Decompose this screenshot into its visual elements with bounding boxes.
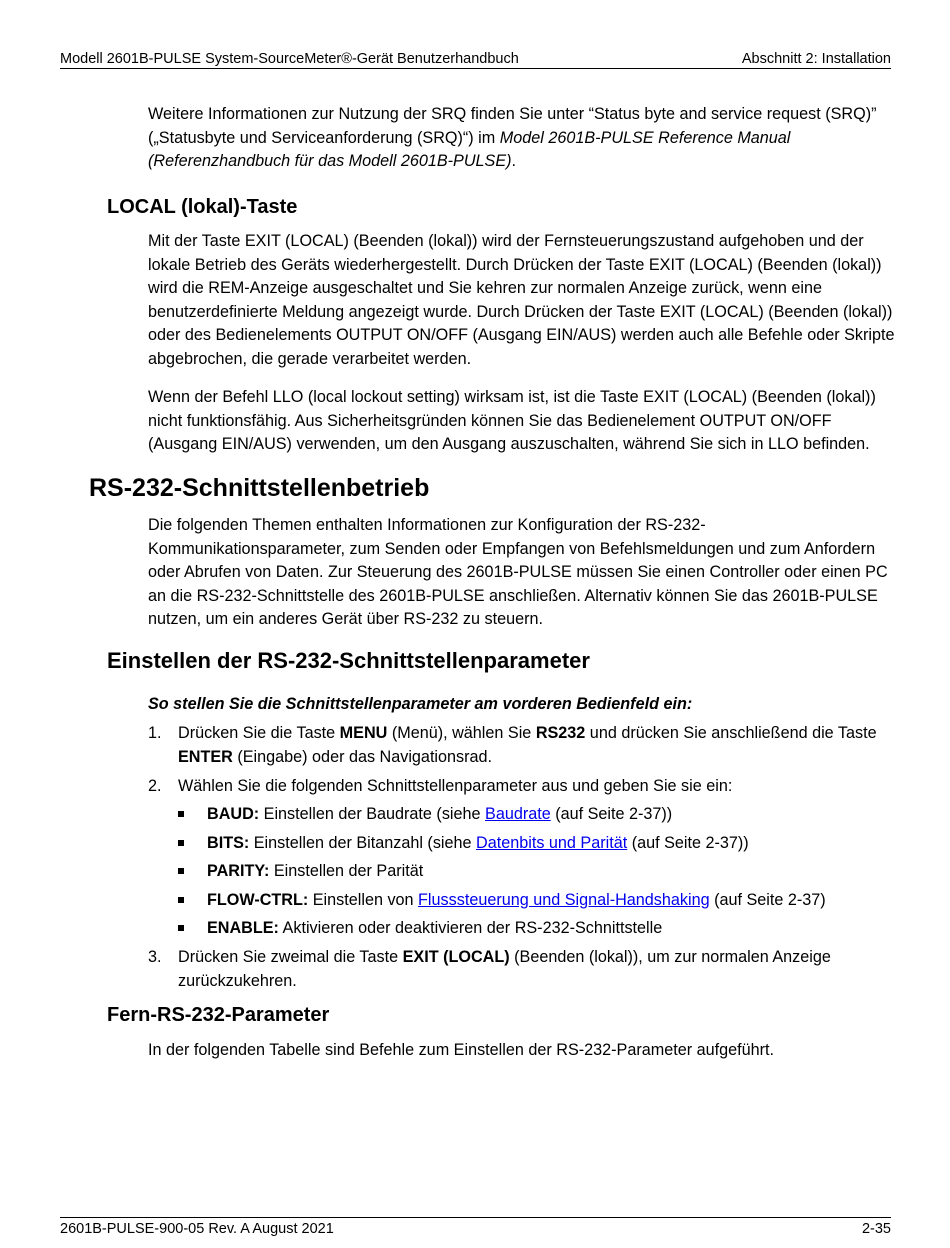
bullet-square-icon xyxy=(178,811,184,817)
data-bits-parity-link[interactable]: Datenbits und Parität xyxy=(476,834,628,852)
rs232-paragraph: Die folgenden Themen enthalten Informationen zur Konfiguration der RS-232-Kommunikationsparameter, zum Senden oder Empfangen von Befehlsmeldungen und zum Anfordern oder Abrufen von Daten. Zur Steuerung des 2601B-PULSE müssen Sie einen Controller oder einen PC an die RS-232-Schnittstelle des 2601B-PULSE anschließen. Alternativ können Sie das 2601B-PULSE nutzen, um ein anderes Gerät über RS-232 zu steuern. xyxy=(148,516,888,628)
step-text: Drücken Sie die Taste MENU (Menü), wählen Sie RS232 und drücken Sie anschließend die Taste ENTER (Eingabe) oder das Navigationsrad. xyxy=(178,724,877,766)
local-key-heading: LOCAL (lokal)-Taste xyxy=(107,196,298,218)
bullet-square-icon xyxy=(178,840,184,846)
header-manual-title: Modell 2601B-PULSE System-SourceMeter®-Gerät Benutzerhandbuch xyxy=(60,51,519,67)
local-paragraph-1: Mit der Taste EXIT (LOCAL) (Beenden (lokal)) wird der Fernsteuerungszustand aufgehoben und der lokale Betrieb des Geräts wiederhergestellt. Durch Drücken der Taste EXIT (LOCAL) (Beenden (lokal)) wird die REM-Anzeige ausgeschaltet und Sie kehren zur normalen Anzeige zurück, wenn eine benutzerdefinierte Meldung angezeigt wurde. Durch Drücken der Taste EXIT (LOCAL) (Beenden (lokal)) oder des Bedienelements OUTPUT ON/OFF (Ausgang EIN/AUS) werden auch alle Befehle oder Skripte abgebrochen, die gerade verarbeitet werden. xyxy=(148,232,895,368)
page-footer xyxy=(60,1217,891,1240)
remote-parameters-heading: Fern-RS-232-Parameter xyxy=(107,1004,330,1026)
exit-local-key: EXIT (LOCAL) xyxy=(402,948,510,966)
bullet-label: ENABLE: xyxy=(207,919,279,937)
procedure-title: So stellen Sie die Schnittstellenparameter am vorderen Bedienfeld ein: xyxy=(148,695,693,713)
reference-manual-title: Model 2601B-PULSE Reference Manual (Referenzhandbuch für das Modell 2601B-PULSE) xyxy=(148,128,791,170)
baudrate-link[interactable]: Baudrate xyxy=(485,805,551,823)
bullet-square-icon xyxy=(178,925,184,931)
page-header xyxy=(60,51,891,69)
rs232-operation-heading: RS-232-Schnittstellenbetrieb xyxy=(89,474,430,502)
bullet-square-icon xyxy=(178,868,184,874)
bullet-label: BITS: xyxy=(207,834,250,852)
intro-text-3: . xyxy=(511,152,517,170)
intro-paragraph xyxy=(148,103,898,174)
step-number: 1. xyxy=(148,724,162,742)
document-revision: 2601B-PULSE-900-05 Rev. A August 2021 xyxy=(60,1221,334,1237)
step-number: 2. xyxy=(148,777,162,795)
page-number: 2-35 xyxy=(861,1221,891,1237)
rs232-option: RS232 xyxy=(535,724,586,742)
step-number: 3. xyxy=(148,948,162,966)
setup-heading: Einstellen der RS-232-Schnittstellenparameter xyxy=(107,648,590,673)
enter-key: ENTER xyxy=(178,748,233,766)
flow-control-link[interactable]: Flusssteuerung und Signal-Handshaking xyxy=(418,891,710,909)
bullet-label: FLOW-CTRL: xyxy=(207,891,309,909)
menu-key: MENU xyxy=(339,724,388,742)
intro-text-1: Weitere Informationen zur Nutzung der SRQ finden Sie unter “Status byte and service request (SRQ)” („Statusbyte und Serviceanforderung (SRQ)“) im xyxy=(148,105,877,147)
bullet-square-icon xyxy=(178,897,184,903)
bullet-label: PARITY: xyxy=(207,862,270,880)
remote-parameters-paragraph: In der folgenden Tabelle sind Befehle zum Einstellen der RS-232-Parameter aufgeführt. xyxy=(148,1041,774,1059)
local-paragraph-2: Wenn der Befehl LLO (local lockout setting) wirksam ist, ist die Taste EXIT (LOCAL) (Beenden (lokal)) nicht funktionsfähig. Aus Sicherheitsgründen können Sie das Bedienelement OUTPUT ON/OFF (Ausgang EIN/AUS) verwenden, um den Ausgang auszuschalten, während Sie sich in LLO befinden. xyxy=(148,388,876,453)
step-text: Drücken Sie zweimal die Taste EXIT (LOCAL) (Beenden (lokal)), um zur normalen Anzeige zurückzukehren. xyxy=(178,948,831,990)
header-section-title: Abschnitt 2: Installation xyxy=(741,51,891,67)
bullet-label: BAUD: xyxy=(207,805,260,823)
step-text: Wählen Sie die folgenden Schnittstellenparameter aus und geben Sie sie ein: xyxy=(178,777,733,795)
